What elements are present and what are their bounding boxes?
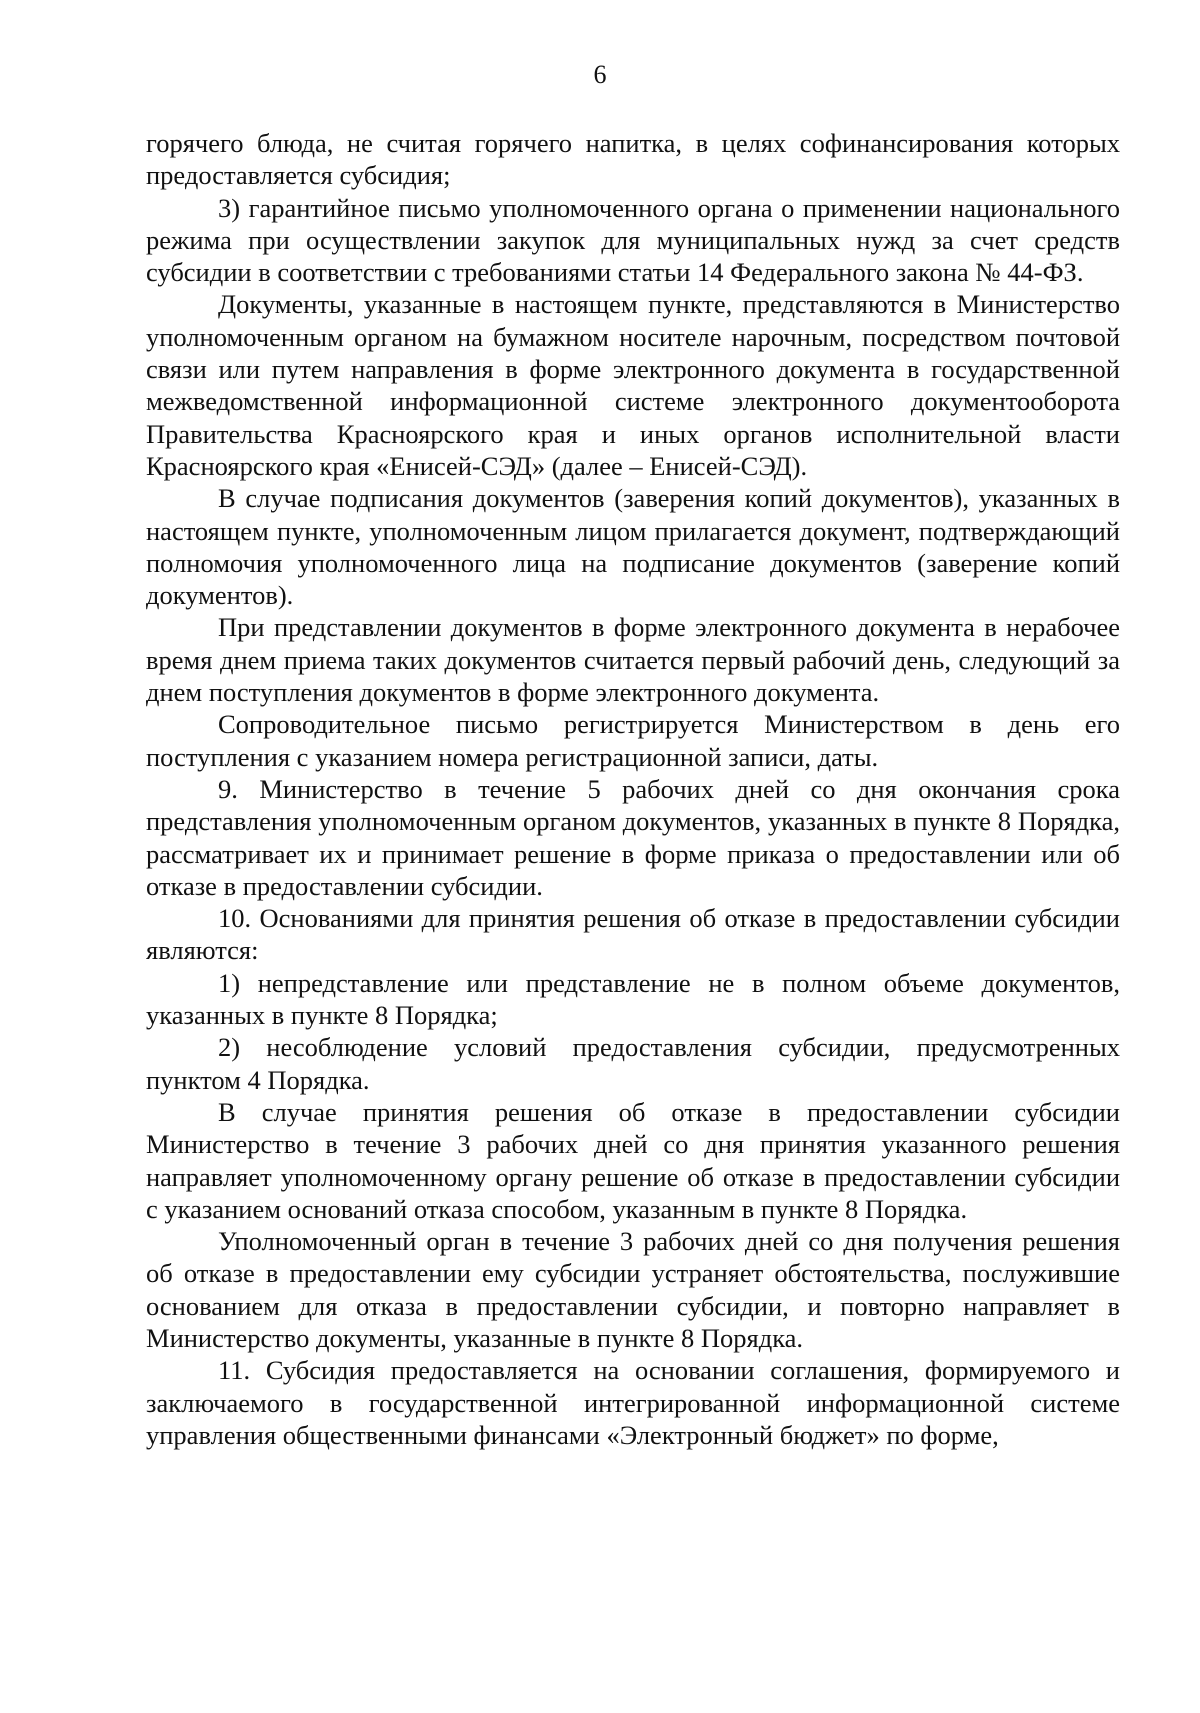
paragraph: 10. Основаниями для принятия решения об отказе в предоставлении субсидии являются: (146, 903, 1120, 966)
page-number: 6 (593, 60, 607, 89)
paragraph: Уполномоченный орган в течение 3 рабочих дней со дня получения решения об отказе в предоставлении ему субсидии устраняет обстоятельства, послужившие основанием для отказа в предоставлении субсидии, и повторно направляет в Министерство документы, указанные в пункте 8 Порядка. (146, 1226, 1120, 1353)
paragraph: Сопроводительное письмо регистрируется Министерством в день его поступления с указанием номера регистрационной записи, даты. (146, 709, 1120, 772)
paragraph: горячего блюда, не считая горячего напитка, в целях софинансирования которых предоставляется субсидия; (146, 128, 1120, 191)
paragraph: 2) несоблюдение условий предоставления субсидии, предусмотренных пунктом 4 Порядка. (146, 1032, 1120, 1095)
document-body (146, 127, 1120, 1451)
paragraph: При представлении документов в форме электронного документа в нерабочее время днем приема таких документов считается первый рабочий день, следующий за днем поступления документов в форме электронного документа. (146, 612, 1120, 708)
paragraph: В случае подписания документов (заверения копий документов), указанных в настоящем пункте, уполномоченным лицом прилагается документ, подтверждающий полномочия уполномоченного лица на подписание документов (заверение копий документов). (146, 483, 1120, 611)
paragraph: 1) непредставление или представление не в полном объеме документов, указанных в пункте 8 Порядка; (146, 967, 1120, 1031)
paragraph: Документы, указанные в настоящем пункте, представляются в Министерство уполномоченным органом на бумажном носителе нарочным, посредством почтовой связи или путем направления в форме электронного документа в государственной межведомственной информационной системе электронного документооборота Правительства Красноярского края и иных органов исполнительной власти Красноярского края «Енисей-СЭД» (далее – Енисей-СЭД). (146, 289, 1120, 481)
paragraph: 3) гарантийное письмо уполномоченного органа о применении национального режима при осуществлении закупок для муниципальных нужд за счет средств субсидии в соответствии с требованиями статьи 14 Федерального закона № 44-ФЗ. (146, 192, 1120, 288)
paragraph: 11. Субсидия предоставляется на основании соглашения, формируемого и заключаемого в государственной интегрированной информационной системе управления общественными финансами «Электронный бюджет» по форме, (146, 1355, 1120, 1450)
paragraph: В случае принятия решения об отказе в предоставлении субсидии Министерство в течение 3 рабочих дней со дня принятия указанного решения направляет уполномоченному органу решение об отказе в предоставлении субсидии с указанием оснований отказа способом, указанным в пункте 8 Порядка. (146, 1096, 1120, 1224)
paragraph: 9. Министерство в течение 5 рабочих дней со дня окончания срока представления уполномоченным органом документов, указанных в пункте 8 Порядка, рассматривает их и принимает решение в форме приказа о предоставлении или об отказе в предоставлении субсидии. (146, 773, 1120, 901)
